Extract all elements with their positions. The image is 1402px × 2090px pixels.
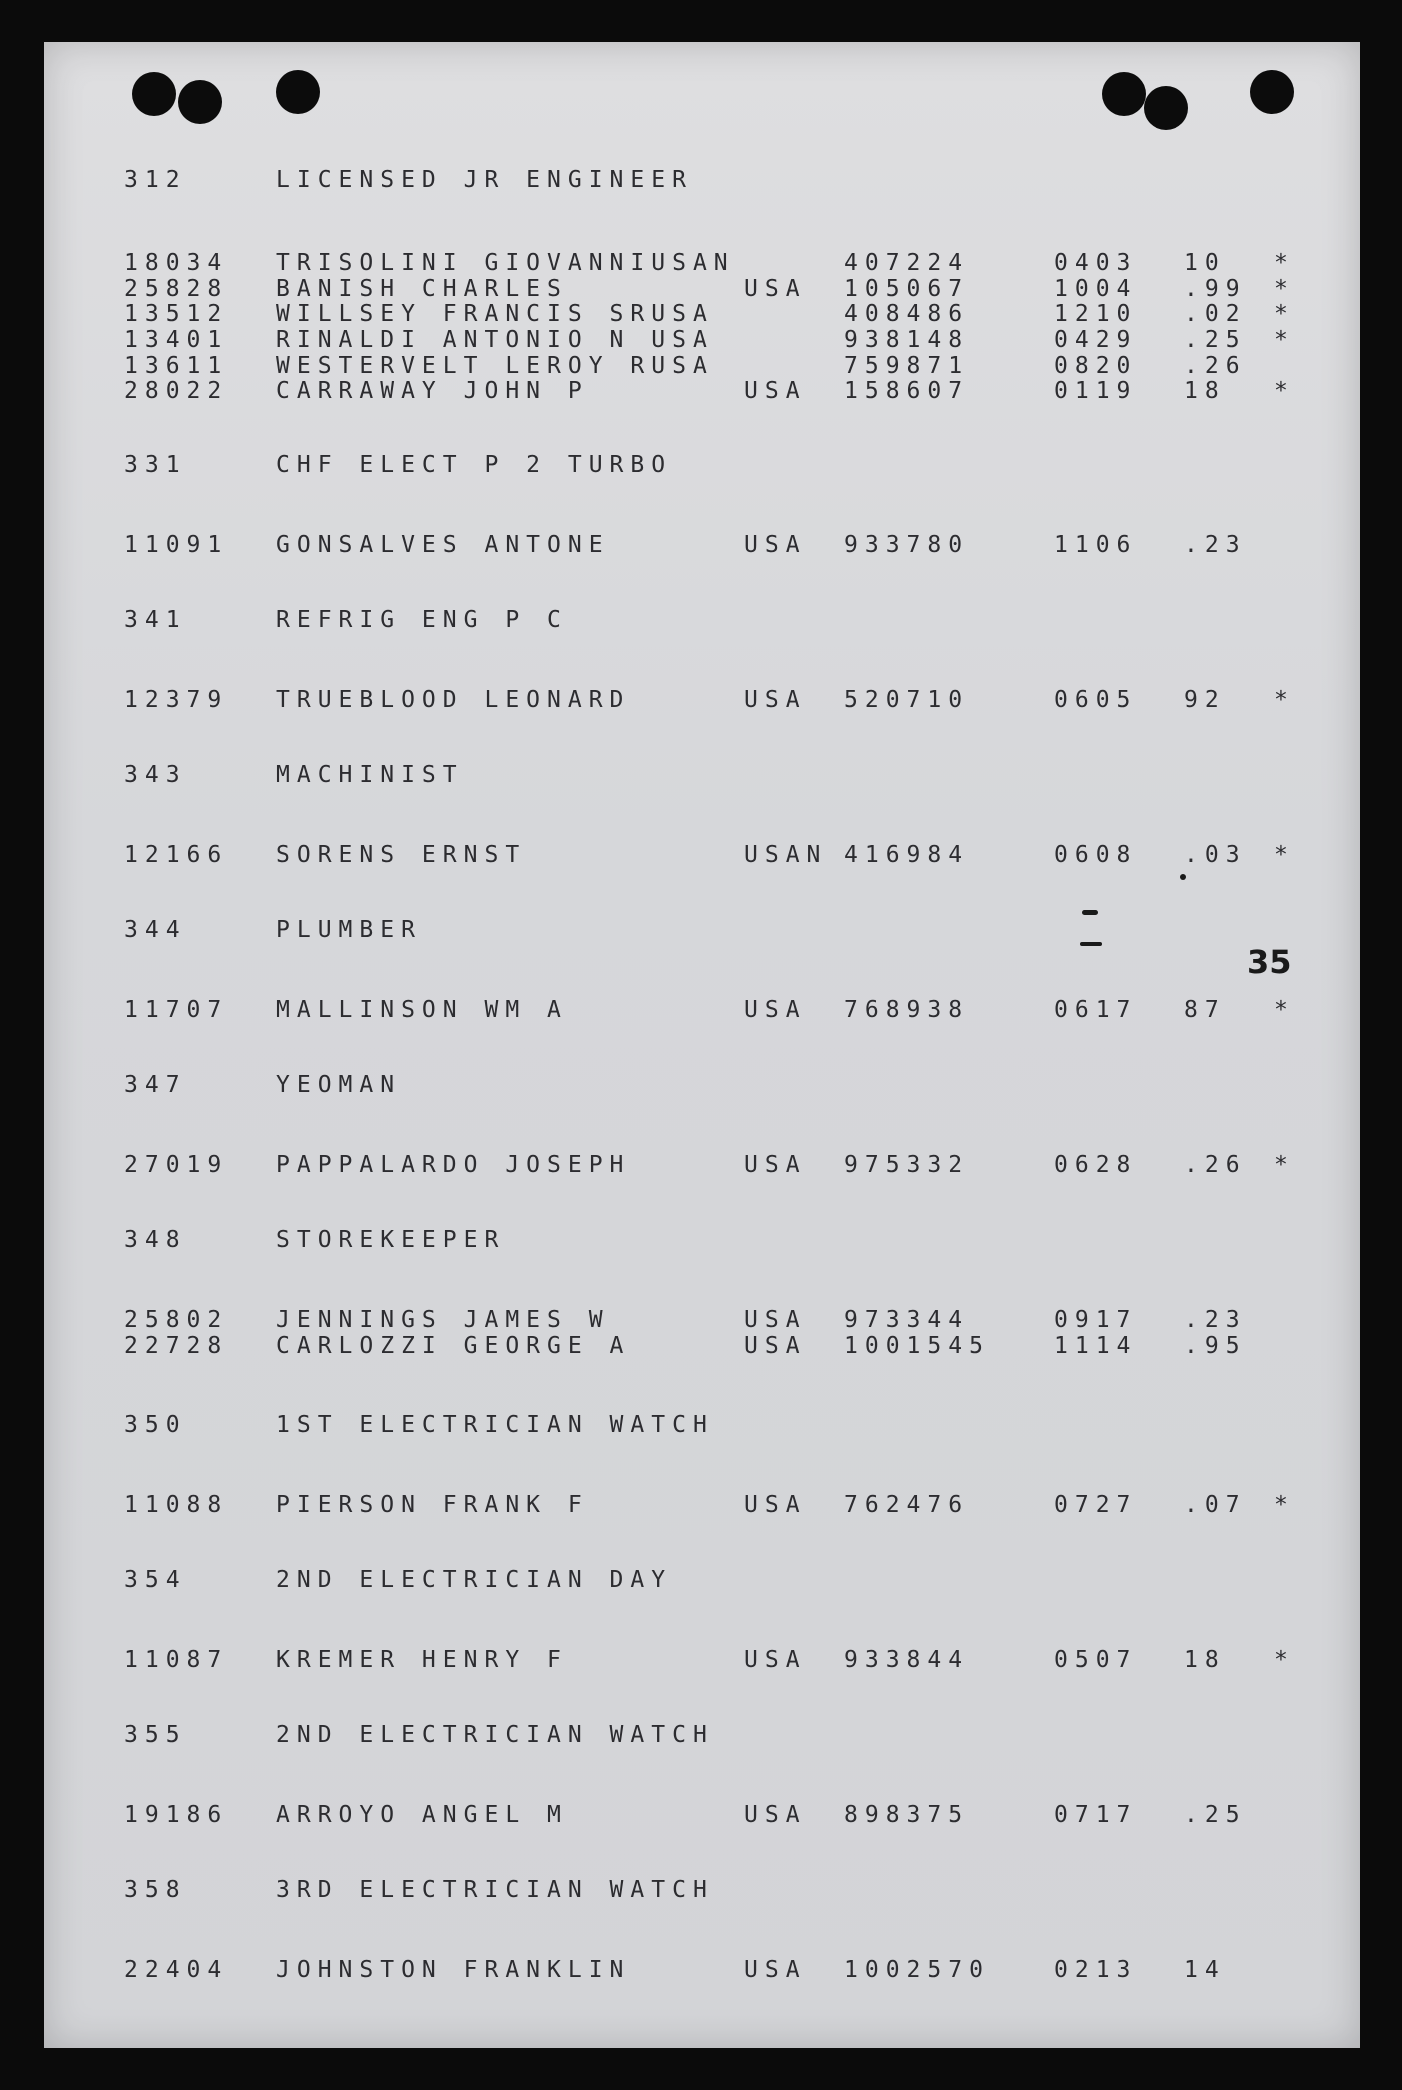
page-number-stamp: 35 <box>1247 943 1292 981</box>
personnel-row <box>124 353 1324 381</box>
seaman-name: CARRAWAY JOHN P <box>276 378 589 404</box>
occupation-code: 350 <box>124 1412 187 1438</box>
rate-code: 14 <box>1184 1957 1226 1983</box>
occupation-title: 3RD ELECTRICIAN WATCH <box>276 1877 714 1903</box>
punch-hole <box>1144 86 1188 130</box>
certificate-number: 520710 <box>844 687 970 713</box>
certificate-number: 762476 <box>844 1492 970 1518</box>
seaman-name: WILLSEY FRANCIS SRUSA <box>276 301 714 327</box>
occupation-title: 1ST ELECTRICIAN WATCH <box>276 1412 714 1438</box>
occupation-title: LICENSED JR ENGINEER <box>276 167 693 193</box>
book-number: 18034 <box>124 250 229 276</box>
personnel-row <box>124 327 1324 355</box>
rate-code: .02 <box>1184 301 1247 327</box>
date-code: 0820 <box>1054 353 1138 379</box>
ink-smudge <box>1082 910 1098 915</box>
seaman-name: BANISH CHARLES <box>276 276 568 302</box>
nationality: USA <box>744 1647 807 1673</box>
certificate-number: 158607 <box>844 378 970 404</box>
nationality: USA <box>744 378 807 404</box>
date-code: 0617 <box>1054 997 1138 1023</box>
rate-code: .26 <box>1184 353 1247 379</box>
book-number: 13401 <box>124 327 229 353</box>
certificate-number: 407224 <box>844 250 970 276</box>
seaman-name: RINALDI ANTONIO N USA <box>276 327 714 353</box>
rate-code: .23 <box>1184 1307 1247 1333</box>
personnel-row <box>124 276 1324 304</box>
date-code: 0213 <box>1054 1957 1138 1983</box>
nationality: USA <box>744 687 807 713</box>
date-code: 0119 <box>1054 378 1138 404</box>
rate-code: 18 <box>1184 1647 1226 1673</box>
personnel-row <box>124 378 1324 406</box>
date-code: 1106 <box>1054 532 1138 558</box>
section-heading <box>124 1072 1324 1100</box>
seaman-name: TRUEBLOOD LEONARD <box>276 687 631 713</box>
rate-code: .95 <box>1184 1333 1247 1359</box>
personnel-row <box>124 687 1324 715</box>
asterisk-mark: * <box>1274 1492 1295 1518</box>
book-number: 27019 <box>124 1152 229 1178</box>
section-heading <box>124 762 1324 790</box>
seaman-name: TRISOLINI GIOVANNIUSAN <box>276 250 735 276</box>
asterisk-mark: * <box>1274 276 1295 302</box>
asterisk-mark: * <box>1274 842 1295 868</box>
section-heading <box>124 167 1324 195</box>
date-code: 0917 <box>1054 1307 1138 1333</box>
section-heading <box>124 452 1324 480</box>
book-number: 12379 <box>124 687 229 713</box>
paper-sheet <box>44 42 1360 2048</box>
date-code: 0727 <box>1054 1492 1138 1518</box>
certificate-number: 975332 <box>844 1152 970 1178</box>
certificate-number: 105067 <box>844 276 970 302</box>
occupation-title: CHF ELECT P 2 TURBO <box>276 452 673 478</box>
asterisk-mark: * <box>1274 1152 1295 1178</box>
date-code: 0403 <box>1054 250 1138 276</box>
seaman-name: JENNINGS JAMES W <box>276 1307 610 1333</box>
date-code: 0608 <box>1054 842 1138 868</box>
rate-code: 10 <box>1184 250 1226 276</box>
occupation-code: 358 <box>124 1877 187 1903</box>
personnel-row <box>124 1307 1324 1335</box>
date-code: 0429 <box>1054 327 1138 353</box>
personnel-row <box>124 997 1324 1025</box>
personnel-row <box>124 1957 1324 1985</box>
book-number: 13512 <box>124 301 229 327</box>
occupation-code: 347 <box>124 1072 187 1098</box>
book-number: 11091 <box>124 532 229 558</box>
occupation-code: 343 <box>124 762 187 788</box>
certificate-number: 768938 <box>844 997 970 1023</box>
nationality: USA <box>744 1492 807 1518</box>
nationality: USA <box>744 1957 807 1983</box>
rate-code: .25 <box>1184 1802 1247 1828</box>
personnel-row <box>124 1333 1324 1361</box>
personnel-row <box>124 532 1324 560</box>
certificate-number: 933780 <box>844 532 970 558</box>
punch-hole <box>132 72 176 116</box>
occupation-code: 344 <box>124 917 187 943</box>
book-number: 11088 <box>124 1492 229 1518</box>
date-code: 0628 <box>1054 1152 1138 1178</box>
book-number: 11707 <box>124 997 229 1023</box>
rate-code: .26 <box>1184 1152 1247 1178</box>
book-number: 22404 <box>124 1957 229 1983</box>
certificate-number: 408486 <box>844 301 970 327</box>
book-number: 25802 <box>124 1307 229 1333</box>
nationality: USA <box>744 1152 807 1178</box>
rate-code: .23 <box>1184 532 1247 558</box>
nationality: USA <box>744 276 807 302</box>
section-heading <box>124 1227 1324 1255</box>
personnel-row <box>124 1152 1324 1180</box>
asterisk-mark: * <box>1274 687 1295 713</box>
personnel-row <box>124 1647 1324 1675</box>
seaman-name: WESTERVELT LEROY RUSA <box>276 353 714 379</box>
punch-hole <box>1102 72 1146 116</box>
rate-code: .07 <box>1184 1492 1247 1518</box>
nationality: USA <box>744 1333 807 1359</box>
certificate-number: 898375 <box>844 1802 970 1828</box>
occupation-title: STOREKEEPER <box>276 1227 506 1253</box>
rate-code: 87 <box>1184 997 1226 1023</box>
asterisk-mark: * <box>1274 327 1295 353</box>
occupation-code: 331 <box>124 452 187 478</box>
book-number: 25828 <box>124 276 229 302</box>
occupation-title: 2ND ELECTRICIAN DAY <box>276 1567 673 1593</box>
punch-hole <box>1250 70 1294 114</box>
rate-code: .25 <box>1184 327 1247 353</box>
seaman-name: KREMER HENRY F <box>276 1647 568 1673</box>
rate-code: 18 <box>1184 378 1226 404</box>
rate-code: 92 <box>1184 687 1226 713</box>
asterisk-mark: * <box>1274 997 1295 1023</box>
seaman-name: PIERSON FRANK F <box>276 1492 589 1518</box>
punch-hole <box>276 70 320 114</box>
occupation-title: MACHINIST <box>276 762 464 788</box>
occupation-title: REFRIG ENG P C <box>276 607 568 633</box>
date-code: 0717 <box>1054 1802 1138 1828</box>
personnel-row <box>124 1492 1324 1520</box>
seaman-name: CARLOZZI GEORGE A <box>276 1333 631 1359</box>
punch-hole <box>178 80 222 124</box>
asterisk-mark: * <box>1274 301 1295 327</box>
asterisk-mark: * <box>1274 250 1295 276</box>
book-number: 11087 <box>124 1647 229 1673</box>
book-number: 19186 <box>124 1802 229 1828</box>
date-code: 1114 <box>1054 1333 1138 1359</box>
personnel-row <box>124 301 1324 329</box>
occupation-code: 312 <box>124 167 187 193</box>
rate-code: .03 <box>1184 842 1247 868</box>
personnel-row <box>124 1802 1324 1830</box>
section-heading <box>124 917 1324 945</box>
occupation-code: 355 <box>124 1722 187 1748</box>
book-number: 13611 <box>124 353 229 379</box>
seaman-name: SORENS ERNST <box>276 842 527 868</box>
nationality: USA <box>744 1307 807 1333</box>
section-heading <box>124 1412 1324 1440</box>
personnel-row <box>124 250 1324 278</box>
certificate-number: 973344 <box>844 1307 970 1333</box>
nationality: USA <box>744 997 807 1023</box>
occupation-title: YEOMAN <box>276 1072 402 1098</box>
book-number: 12166 <box>124 842 229 868</box>
seaman-name: JOHNSTON FRANKLIN <box>276 1957 631 1983</box>
date-code: 1004 <box>1054 276 1138 302</box>
asterisk-mark: * <box>1274 1647 1295 1673</box>
personnel-row <box>124 842 1324 870</box>
certificate-number: 759871 <box>844 353 970 379</box>
certificate-number: 1001545 <box>844 1333 990 1359</box>
date-code: 0605 <box>1054 687 1138 713</box>
certificate-number: 416984 <box>844 842 970 868</box>
asterisk-mark: * <box>1274 378 1295 404</box>
nationality: USA <box>744 1802 807 1828</box>
ink-smudge <box>1180 874 1186 880</box>
occupation-code: 348 <box>124 1227 187 1253</box>
seaman-name: PAPPALARDO JOSEPH <box>276 1152 631 1178</box>
date-code: 0507 <box>1054 1647 1138 1673</box>
section-heading <box>124 1567 1324 1595</box>
seaman-name: ARROYO ANGEL M <box>276 1802 568 1828</box>
occupation-code: 341 <box>124 607 187 633</box>
occupation-title: 2ND ELECTRICIAN WATCH <box>276 1722 714 1748</box>
occupation-code: 354 <box>124 1567 187 1593</box>
certificate-number: 1002570 <box>844 1957 990 1983</box>
seaman-name: GONSALVES ANTONE <box>276 532 610 558</box>
section-heading <box>124 1877 1324 1905</box>
book-number: 28022 <box>124 378 229 404</box>
date-code: 1210 <box>1054 301 1138 327</box>
seaman-name: MALLINSON WM A <box>276 997 568 1023</box>
occupation-title: PLUMBER <box>276 917 422 943</box>
certificate-number: 933844 <box>844 1647 970 1673</box>
nationality: USA <box>744 532 807 558</box>
rate-code: .99 <box>1184 276 1247 302</box>
book-number: 22728 <box>124 1333 229 1359</box>
certificate-number: 938148 <box>844 327 970 353</box>
section-heading <box>124 1722 1324 1750</box>
section-heading <box>124 607 1324 635</box>
nationality: USAN <box>744 842 828 868</box>
